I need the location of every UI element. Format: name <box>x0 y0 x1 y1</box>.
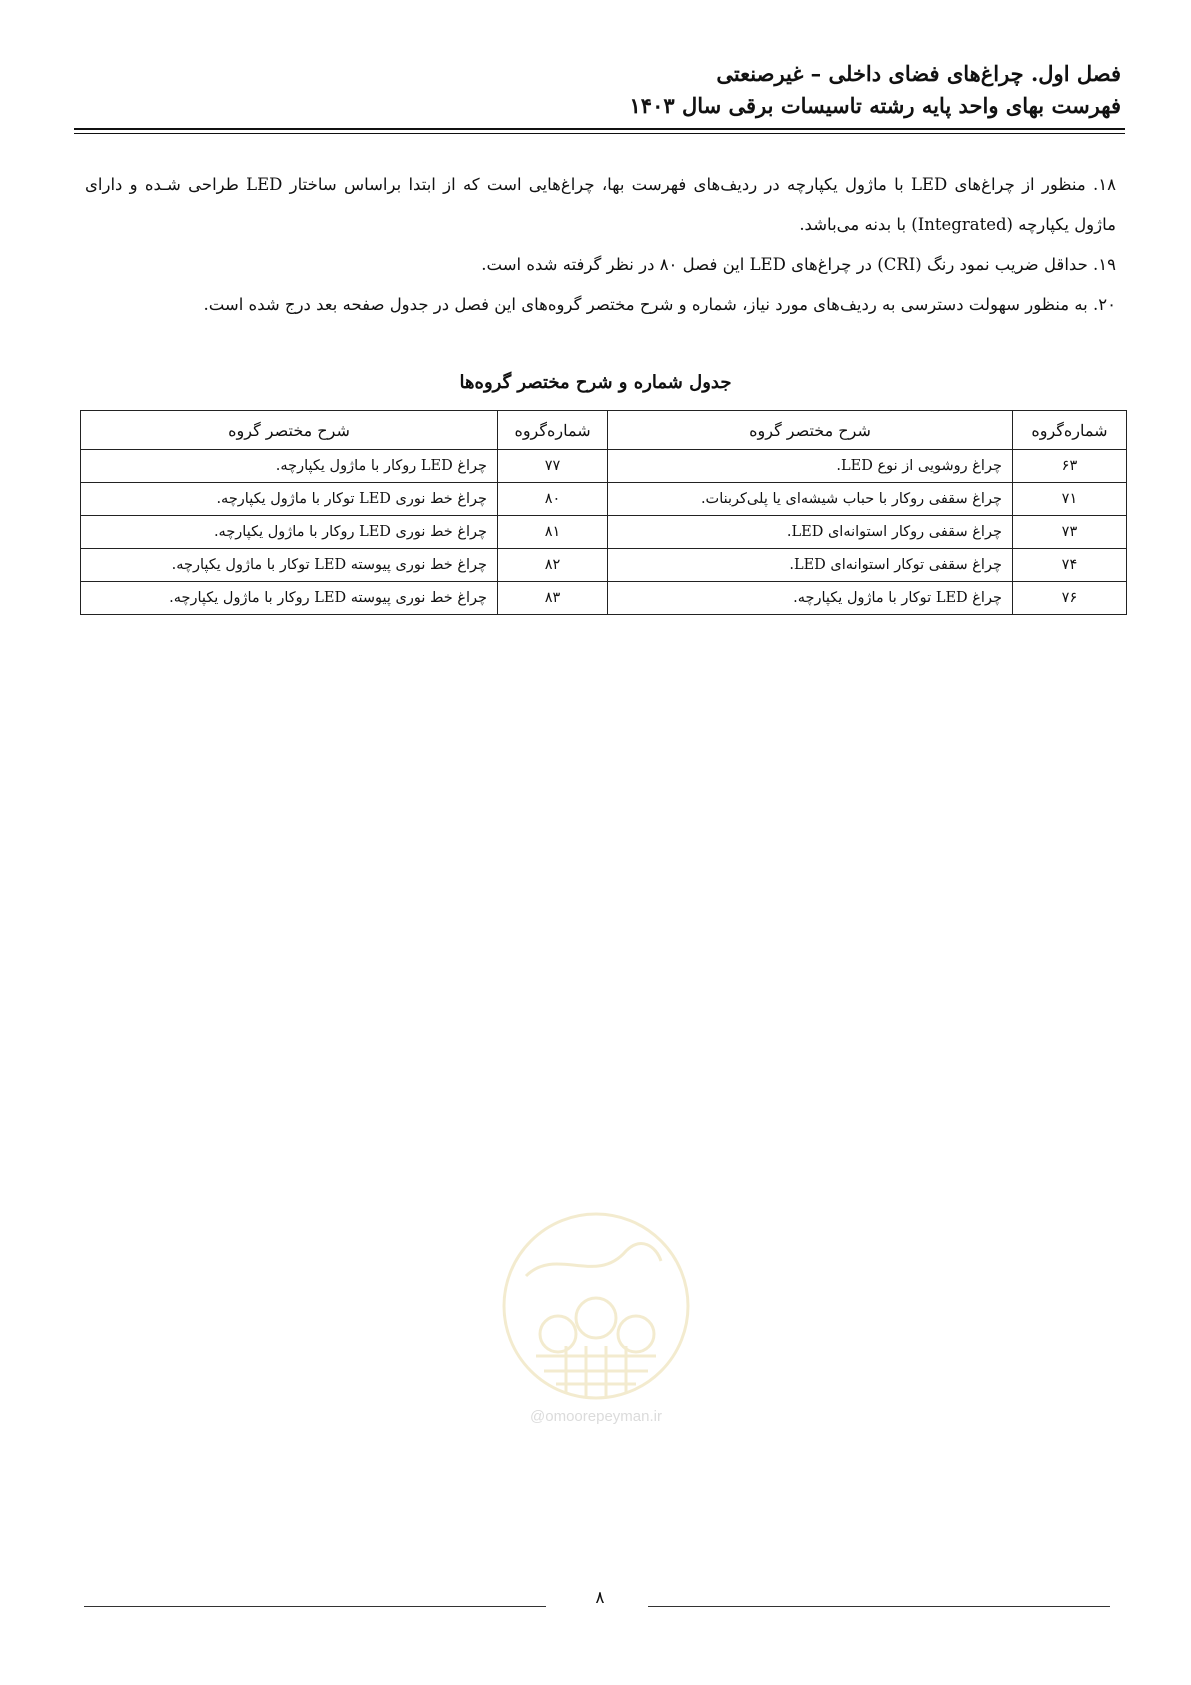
header-group-description: شرح مختصر گروه <box>81 411 498 450</box>
table-row <box>81 549 1127 582</box>
group-description: چراغ LED توکار با ماژول یکپارچه. <box>608 582 1013 615</box>
group-number: ۸۰ <box>498 483 608 516</box>
page-header <box>70 58 1121 122</box>
table-row <box>81 450 1127 483</box>
group-number: ۷۳ <box>1012 516 1126 549</box>
table-row <box>81 582 1127 615</box>
note-19: ۱۹. حداقل ضریب نمود رنگ (CRI) در چراغ‌های LED این فصل ۸۰ در نظر گرفته شده است. <box>481 255 1116 274</box>
header-group-number: شماره‌گروه <box>1012 411 1126 450</box>
chapter-title: فصل اول. چراغ‌های فضای داخلی – غیرصنعتی <box>716 61 1121 86</box>
group-number: ۸۳ <box>498 582 608 615</box>
group-number: ۷۷ <box>498 450 608 483</box>
header-rule-thick <box>74 128 1125 130</box>
header-group-description: شرح مختصر گروه <box>608 411 1013 450</box>
footer-rule-right <box>648 1606 1110 1607</box>
table-header-row <box>81 411 1127 450</box>
document-title: فهرست بهای واحد پایه رشته تاسیسات برقی سال ۱۴۰۳ <box>629 93 1121 118</box>
group-number: ۷۴ <box>1012 549 1126 582</box>
group-description: چراغ سقفی روکار استوانه‌ای LED. <box>608 516 1013 549</box>
table-row <box>81 483 1127 516</box>
note-20: ۲۰. به منظور سهولت دسترسی به ردیف‌های مورد نیاز، شماره و شرح مختصر گروه‌های این فصل در جدول صفحه بعد درج شده است. <box>203 295 1116 314</box>
group-description: چراغ خط نوری پیوسته LED روکار با ماژول یکپارچه. <box>81 582 498 615</box>
footer-rule-left <box>84 1606 546 1607</box>
group-description: چراغ خط نوری LED توکار با ماژول یکپارچه. <box>81 483 498 516</box>
group-number: ۸۱ <box>498 516 608 549</box>
note-18: ۱۸. منظور از چراغ‌های LED با ماژول یکپارچه در ردیف‌های فهرست بها، چراغ‌هایی است که از ابتدا براساس ساختار LED طراحی شـده و دارای ماژول یکپارچه (Integrated) با بدنه می‌باشد. <box>85 175 1116 234</box>
groups-table <box>80 410 1127 615</box>
group-description: چراغ روشویی از نوع LED. <box>608 450 1013 483</box>
header-group-number: شماره‌گروه <box>498 411 608 450</box>
group-number: ۷۶ <box>1012 582 1126 615</box>
group-description: چراغ سقفی روکار با حباب شیشه‌ای یا پلی‌کربنات. <box>608 483 1013 516</box>
notes-section <box>85 165 1116 325</box>
group-number: ۶۳ <box>1012 450 1126 483</box>
group-description: چراغ سقفی توکار استوانه‌ای LED. <box>608 549 1013 582</box>
watermark-url: @omoorepeyman.ir <box>530 1408 662 1425</box>
group-description: چراغ LED روکار با ماژول یکپارچه. <box>81 450 498 483</box>
group-number: ۸۲ <box>498 549 608 582</box>
group-description: چراغ خط نوری پیوسته LED توکار با ماژول یکپارچه. <box>81 549 498 582</box>
watermark-logo-icon <box>496 1206 696 1406</box>
header-rule-thin <box>74 133 1125 134</box>
page-number: ۸ <box>595 1588 605 1608</box>
table-title: جدول شماره و شرح مختصر گروه‌ها <box>459 372 732 393</box>
group-description: چراغ خط نوری LED روکار با ماژول یکپارچه. <box>81 516 498 549</box>
group-number: ۷۱ <box>1012 483 1126 516</box>
table-row <box>81 516 1127 549</box>
watermark <box>496 1206 696 1424</box>
